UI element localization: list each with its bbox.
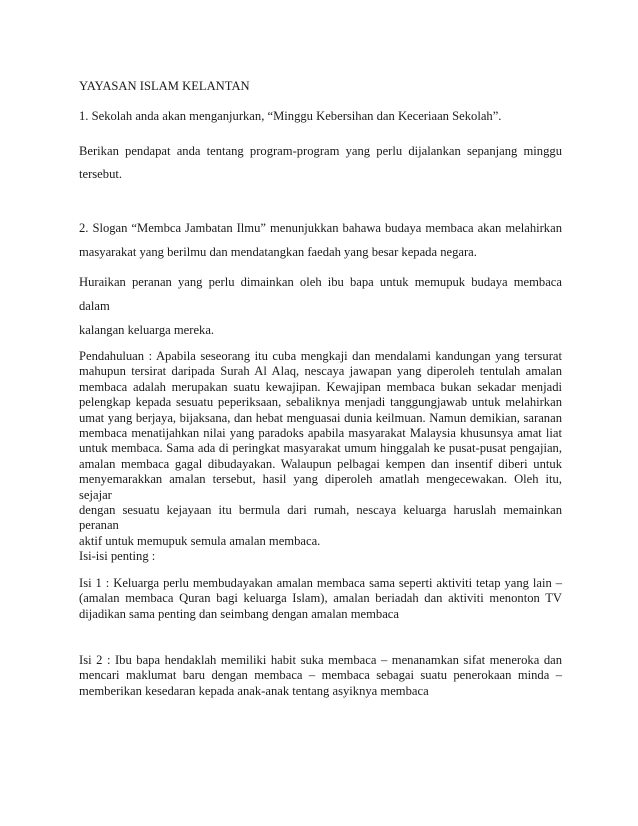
question-1-task bbox=[79, 140, 562, 186]
pendahuluan-line: pelengkap kepada sesuatu peperiksaan, sebaliknya menjadi tanggungjawab untuk melahirkan bbox=[79, 395, 562, 410]
pendahuluan-line: dengan sesuatu kejayaan itu bermula dari rumah, nescaya keluarga haruslah memainkan peranan bbox=[79, 503, 562, 533]
pendahuluan-line: amalan membaca gagal dibudayakan. Walaupun pelbagai kempen dan insentif diberi untuk bbox=[79, 456, 562, 471]
isi-1-line: dijadikan sama penting dan seimbang dengan amalan membaca bbox=[79, 606, 399, 621]
pendahuluan-line: untuk membaca. Sama ada di peringkat masyarakat umum hinggalah ke pusat-pusat pengajian, bbox=[79, 441, 562, 456]
isi-1-line: (amalan membaca Quran bagi keluarga Islam), amalan beriadah dan aktiviti menonton TV bbox=[79, 591, 562, 606]
pendahuluan-line: umat yang berjaya, bijaksana, dan hebat menguasai dunia keilmuan. Namun demikian, saranan bbox=[79, 410, 562, 425]
question-1-text: 1. Sekolah anda akan menganjurkan, “Minggu Kebersihan dan Keceriaan Sekolah”. bbox=[79, 109, 502, 123]
document-title bbox=[79, 78, 562, 95]
pendahuluan-line: menyemarakkan amalan tersebut, hasil yang diperoleh amatlah mengecewakan. Oleh itu, sejajar bbox=[79, 472, 562, 502]
question-2-task-line-1: Huraikan peranan yang perlu dimainkan oleh ibu bapa untuk memupuk budaya membaca dalam bbox=[79, 275, 562, 313]
isi-heading bbox=[79, 548, 562, 565]
question-2-line-1: 2. Slogan “Membca Jambatan Ilmu” menunjukkan bahawa budaya membaca akan melahirkan bbox=[79, 221, 562, 235]
isi-2-line: memberikan kesedaran kepada anak-anak tentang asyiknya membaca bbox=[79, 683, 429, 698]
isi-2-paragraph bbox=[79, 653, 562, 699]
pendahuluan-line: aktif untuk memupuk semula amalan membaca. bbox=[79, 533, 321, 548]
isi-2-line: mencari maklumat baru dengan membaca – membaca sebagai suatu penerokaan minda – bbox=[79, 668, 562, 683]
pendahuluan-line: membaca adalah merupakan suatu kewajipan. Kewajipan membaca bukan sekadar menjadi bbox=[79, 379, 562, 394]
pendahuluan-paragraph bbox=[79, 349, 562, 549]
isi-heading-text: Isi-isi penting : bbox=[79, 549, 156, 563]
pendahuluan-line: mahupun tersirat daripada Surah Al Alaq, nescaya jawapan yang diperoleh tentulah amalan bbox=[79, 364, 562, 379]
question-1-task-line-1: Berikan pendapat anda tentang program-program yang perlu dijalankan sepanjang minggu bbox=[79, 144, 562, 158]
pendahuluan-line: Pendahuluan : Apabila seseorang itu cuba mengkaji dan mendalami kandungan yang tersurat bbox=[79, 349, 562, 363]
pendahuluan-line: membaca menatijahkan nilai yang paradoks apabila masyarakat Malaysia khusunsya amat liat bbox=[79, 426, 562, 441]
title-text: YAYASAN ISLAM KELANTAN bbox=[79, 79, 250, 93]
question-2 bbox=[79, 216, 562, 264]
question-2-line-2: masyarakat yang berilmu dan mendatangkan faedah yang besar kepada negara. bbox=[79, 245, 477, 259]
isi-1-paragraph bbox=[79, 576, 562, 622]
isi-2-line: Isi 2 : Ibu bapa hendaklah memiliki habit suka membaca – menanamkan sifat meneroka dan bbox=[79, 653, 562, 667]
question-2-task bbox=[79, 270, 562, 342]
question-1-task-line-2: tersebut. bbox=[79, 167, 123, 181]
question-2-task-line-2: kalangan keluarga mereka. bbox=[79, 323, 215, 337]
question-1 bbox=[79, 108, 562, 125]
isi-1-line: Isi 1 : Keluarga perlu membudayakan amalan membaca sama seperti aktiviti tetap yang lain – bbox=[79, 576, 562, 590]
